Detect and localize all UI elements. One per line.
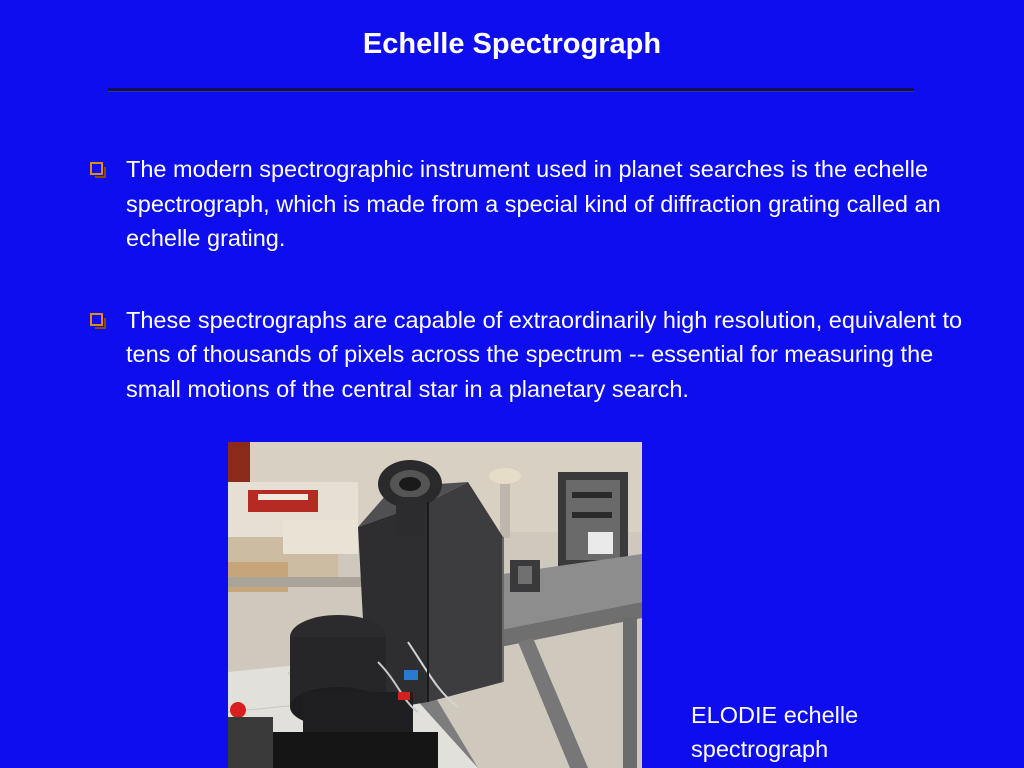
spectrograph-photo	[228, 442, 642, 768]
hollow-square-bullet-icon	[90, 162, 103, 175]
bullet-text: These spectrographs are capable of extraordinarily high resolution, equivalent to tens of thousands of pixels across the spectrum -- essential for measuring the small motions of the central star in a planetary search.	[126, 306, 963, 402]
spectrograph-photo-illustration	[228, 442, 642, 768]
caption-line: spectrograph	[691, 736, 829, 762]
bullet-item	[88, 303, 968, 407]
hollow-square-bullet-icon	[90, 313, 103, 326]
bullet-list	[88, 152, 968, 453]
title-divider	[108, 88, 914, 91]
photo-caption	[691, 698, 911, 766]
slide-title: Echelle Spectrograph	[362, 28, 662, 60]
bullet-text: The modern spectrographic instrument used in planet searches is the echelle spectrograph, which is made from a special kind of diffraction grating called an echelle grating.	[126, 156, 941, 251]
caption-line: ELODIE echelle	[691, 702, 859, 728]
bullet-item	[88, 152, 968, 256]
